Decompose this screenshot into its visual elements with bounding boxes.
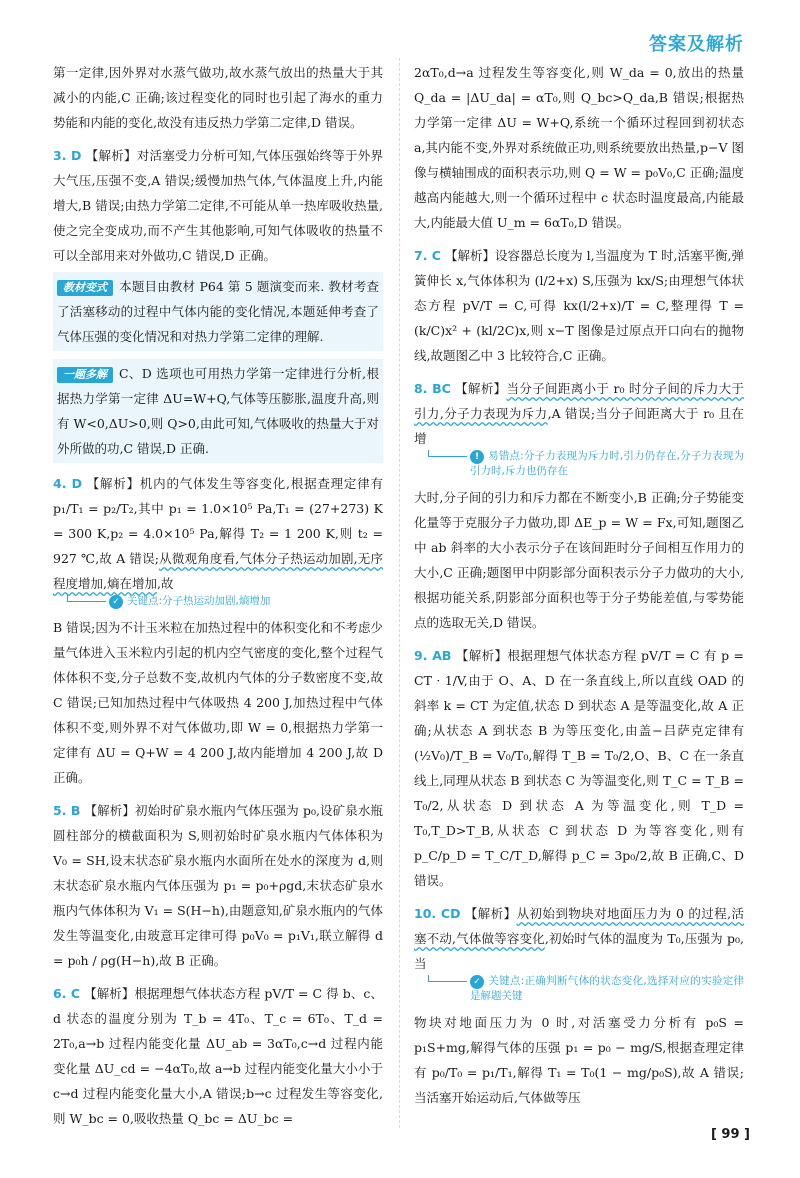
highlighted-text: 从微观角度看,气体分子热运动加剧,无序程度增加,熵在增加: [53, 551, 383, 591]
textbook-variant-box: [53, 272, 383, 351]
box-text: 本题目由教材 P64 第 5 题演变而来. 教材考查了活塞移动的过程中气体内能的变化情况,本题延伸考查了气体压强的变化情况和对热力学第二定律的理解.: [57, 279, 379, 344]
question-number: 7. C: [414, 248, 441, 263]
paragraph: 物块对地面压力为 0 时,对活塞受力分析有 p₀S = p₁S+mg,解得气体的压强 p₁ = p₀ − mg/S,根据查理定律有 p₀/T₀ = p₁/T₁,解得 T₁ = T₀(1 − mg/p₀S),故 A 错误;当活塞开始运动后,气体做等压: [414, 1015, 744, 1105]
answer-text: 【解析】对活塞受力分析可知,气体压强始终等于外界大气压,压强不变,A 错误;缓慢加热气体,气体温度上升,内能增大,B 错误;由热力学第二定律,不可能从单一热库吸收热量,使之完全变成功,而不产生其他影响,可知气体吸收的热量不可以全部用来对外做功,C 错误,D 正确。: [53, 148, 383, 263]
box-text: C、D 选项也可用热力学第一定律进行分析,根据热力学第一定律 ΔU=W+Q,气体等压膨胀,温度升高,则有 W<0,ΔU>0,则 Q>0,由此可知,气体吸收的热量大于对外所做的功,C 错误,D 正确.: [57, 366, 379, 456]
page-number: [ 99 ]: [710, 1127, 750, 1142]
question-number: 8. BC: [414, 381, 451, 396]
note-text: 关键点:分子热运动加剧,熵增加: [127, 595, 271, 607]
paragraph: 大时,分子间的引力和斥力都在不断变小,B 正确;分子势能变化量等于克服分子力做功,即 ΔE_p = W = Fx,可知,题图乙中 ab 斜率的大小表示分子在该间距时分子间相互作用力的大小,C 正确;题图甲中阴影部分面积表示分子力做功的大小,根据功能关系,阴影部分面积也等于分子势能差值,与零势能点的选取无关,D 错误。: [414, 490, 744, 630]
answer-item-6: [53, 981, 383, 1131]
right-column: [414, 60, 744, 1110]
answer-item-3: [53, 143, 383, 268]
key-point-note: [414, 974, 744, 1004]
question-number: 10. CD: [414, 906, 461, 921]
error-prone-icon: !: [470, 450, 484, 464]
paragraph: 第一定律,因外界对水蒸气做功,故水蒸气放出的热量大于其减小的内能,C 正确;该过程变化的同时也引起了海水的重力势能和内能的变化,故没有违反热力学第二定律,D 错误。: [53, 65, 383, 130]
question-number: 6. C: [53, 986, 81, 1001]
answer-text: 【解析】机内的气体发生等容变化,根据查理定律有 p₁/T₁ = p₂/T₂,其中 p₁ = 1.0×10⁵ Pa,T₁ = (27+273) K = 300 K,p₂ = 4.0×10⁵ Pa,解得 T₂ = 1 200 K,则 t₂ = 927 ℃,故 A 错误;: [53, 476, 383, 566]
highlighted-text: 从初始到物块对地面压力为 0 的过程,活塞不动,气体做等容变化: [414, 906, 744, 946]
answer-text: ,故: [156, 576, 174, 591]
paragraph: B 错误;因为不计玉米粒在加热过程中的体积变化和不考虑少量气体进入玉米粒内引起的机内空气密度的变化,整个过程气体体积不变,分子总数不变,故机内气体的分子数密度不变,故 C 错误;已知加热过程中气体吸热 4 200 J,加热过程中气体体积不变,则外界不对气体做功,即 W = 0,根据热力学第一定律有 ΔU = Q+W = 4 200 J,故内能增加 4 200 J,故 D 正确。: [53, 620, 383, 785]
column-divider: [399, 58, 400, 1128]
highlighted-text: 当分子间距离小于 r₀ 时分子间的斥力大于引力,分子力表现为斥力: [414, 381, 745, 421]
multi-solution-badge: 一题多解: [57, 367, 113, 383]
answer-item-7: [414, 243, 744, 368]
note-text: 关键点:正确判断气体的状态变化,选择对应的实验定律是解题关键: [470, 975, 744, 1002]
answer-text: 【解析】初始时矿泉水瓶内气体压强为 p₀,设矿泉水瓶圆柱部分的横截面积为 S,则初始时矿泉水瓶内气体体积为 V₀ = SH,设末状态矿泉水瓶内水面所在处水的深度为 d,则末状态矿泉水瓶内气体压强为 p₁ = p₀+ρgd,末状态矿泉水瓶内气体体积为 V₁ = S(H−h),由题意知,矿泉水瓶内的气体发生等温变化,由玻意耳定律可得 p₀V₀ = p₁V₁,联立解得 d = p₀h / ρg(H−h),故 B 正确。: [53, 803, 383, 968]
answer-item-4: [53, 471, 383, 596]
answer-text: ,初始时气体的温度为 T₀,压强为 p₀,当: [414, 931, 744, 971]
answer-text: 【解析】根据理想气体状态方程 pV/T = C 得 b、c、d 状态的温度分别为 T_b = 4T₀、T_c = 6T₀、T_d = 2T₀,a→b 过程内能变化量 ΔU_ab = 3αT₀,c→d 过程内能变化量 ΔU_cd = −4αT₀,故 a→b 过程内能变化量大小小于 c→d 过程内能变化量大小,A 错误;b→c 过程发生等容变化,则 W_bc = 0,吸收热量 Q_bc = ΔU_bc =: [53, 986, 383, 1126]
left-column: [53, 60, 383, 1131]
answer-text: ,A 错误;当分子间距离大于 r₀ 且在增: [414, 406, 744, 446]
paragraph: 2αT₀,d→a 过程发生等容变化,则 W_da = 0,放出的热量 Q_da = |ΔU_da| = αT₀,则 Q_bc>Q_da,B 错误;根据热力学第一定律 ΔU = W+Q,系统一个循环过程回到初状态 a,其内能不变,外界对系统做正功,则系统要放出热量,p−V 图像与横轴围成的面积表示功,则 Q = W = p₀V₀,C 正确;温度越高内能越大,则一个循环过程中 c 状态时温度最高,内能最大,内能最大值 U_m = 6αT₀,D 错误。: [414, 65, 744, 230]
answer-item-8: [414, 376, 744, 451]
answer-item-10: [414, 901, 744, 976]
key-point-note: [53, 594, 383, 609]
key-point-icon: ✓: [109, 595, 123, 609]
answer-item-9: [414, 643, 744, 893]
answer-text: 【解析】: [454, 381, 507, 396]
page-header-title: 答案及解析: [649, 34, 744, 55]
error-prone-note: [414, 449, 744, 479]
question-number: 4. D: [53, 476, 82, 491]
question-number: 5. B: [53, 803, 81, 818]
question-number: 3. D: [53, 148, 82, 163]
answer-text: 【解析】根据理想气体状态方程 pV/T = C 有 p = CT · 1/V,由于 O、A、D 在一条直线上,所以直线 OAD 的斜率 k = CT 为定值,状态 D 到状态 A 是等温变化,故 A 正确;从状态 A 到状态 B 为等压变化,由盖−吕萨克定律有 (½V₀)/T_B = V₀/T₀,解得 T_B = T₀/2,O、B、C 在一条直线上,同理从状态 B 到状态 C 为等温变化,则 T_C = T_B = T₀/2,从状态 D 到状态 A 为等温变化,则 T_D = T₀,T_D>T_B,从状态 C 到状态 D 为等容变化,则有 p_C/p_D = T_C/T_D,解得 p_C = 3p₀/2,故 B 正确,C、D 错误。: [414, 648, 745, 888]
note-text: 易错点:分子力表现为斥力时,引力仍存在,分子力表现为引力时,斥力也仍存在: [470, 450, 744, 477]
question-number: 9. AB: [414, 648, 452, 663]
answer-item-5: [53, 798, 383, 973]
textbook-variant-badge: 教材变式: [57, 280, 113, 296]
key-point-icon: ✓: [470, 975, 484, 989]
multi-solution-box: [53, 359, 383, 463]
answer-text: 【解析】设容器总长度为 l,当温度为 T 时,活塞平衡,弹簧伸长 x,气体体积为 (l/2+x) S,压强为 kx/S;由理想气体状态方程 pV/T = C,可得 kx(l/2+x)/T = C,整理得 T = (k/C)x² + (kl/2C)x,则 x−T 图像是过原点开口向右的抛物线,故题图乙中 3 比较符合,C 正确。: [414, 248, 744, 363]
answer-text: 【解析】: [464, 906, 517, 921]
